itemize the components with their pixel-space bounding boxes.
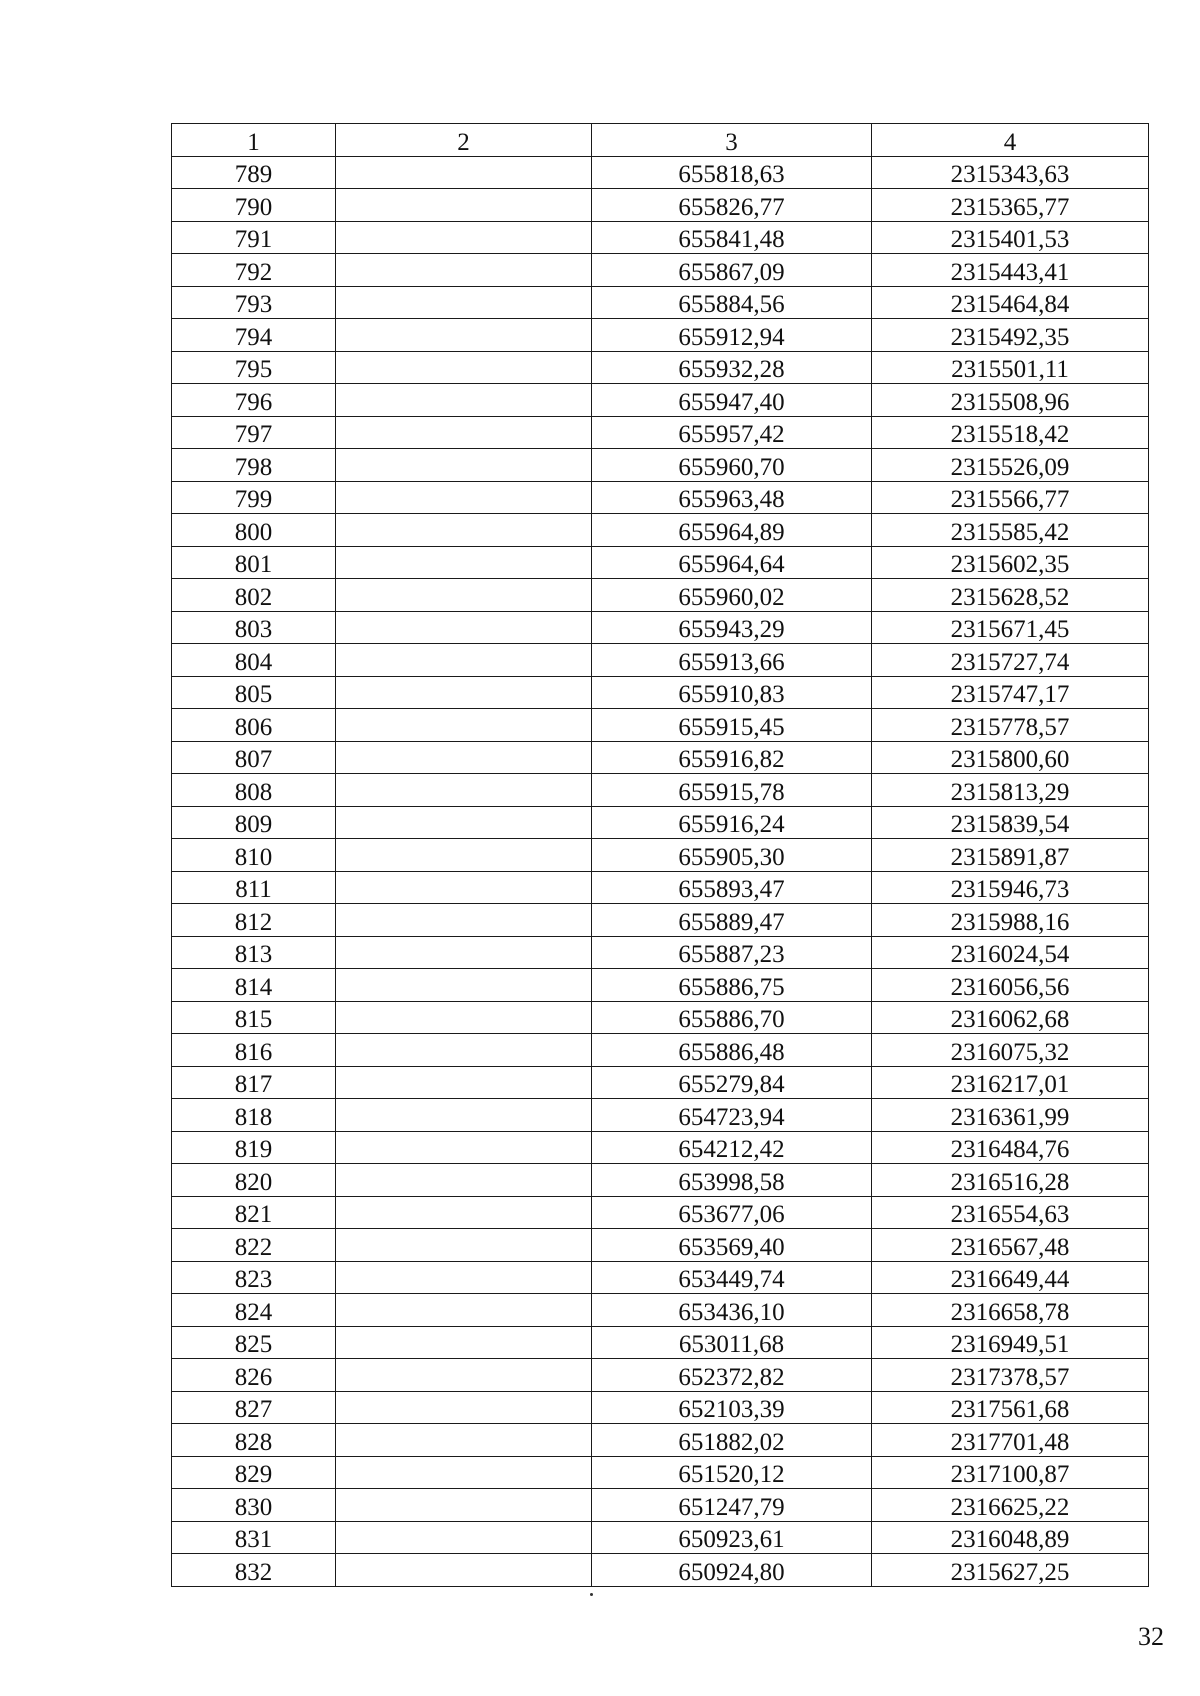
- name-cell: [336, 1131, 592, 1164]
- y-coordinate-cell: 2315492,35: [872, 319, 1149, 352]
- x-coordinate-cell: 653677,06: [592, 1196, 872, 1229]
- y-coordinate-cell: 2315343,63: [872, 156, 1149, 189]
- name-cell: [336, 221, 592, 254]
- point-number-cell: 818: [172, 1099, 336, 1132]
- table-row: [172, 156, 1149, 189]
- name-cell: [336, 579, 592, 612]
- point-number-cell: 826: [172, 1359, 336, 1392]
- y-coordinate-cell: 2315839,54: [872, 806, 1149, 839]
- table-row: [172, 936, 1149, 969]
- point-number-cell: 808: [172, 774, 336, 807]
- y-coordinate-cell: 2317701,48: [872, 1424, 1149, 1457]
- table-row: [172, 1294, 1149, 1327]
- table-row: [172, 416, 1149, 449]
- table-row: [172, 1099, 1149, 1132]
- table-row: [172, 969, 1149, 1002]
- name-cell: [336, 969, 592, 1002]
- name-cell: [336, 1034, 592, 1067]
- name-cell: [336, 676, 592, 709]
- y-coordinate-cell: 2315800,60: [872, 741, 1149, 774]
- x-coordinate-cell: 655964,64: [592, 546, 872, 579]
- name-cell: [336, 904, 592, 937]
- y-coordinate-cell: 2315585,42: [872, 514, 1149, 547]
- point-number-cell: 811: [172, 871, 336, 904]
- y-coordinate-cell: 2315443,41: [872, 254, 1149, 287]
- point-number-cell: 793: [172, 286, 336, 319]
- table-row: [172, 1001, 1149, 1034]
- x-coordinate-cell: 655886,75: [592, 969, 872, 1002]
- x-coordinate-cell: 655279,84: [592, 1066, 872, 1099]
- x-coordinate-cell: 652372,82: [592, 1359, 872, 1392]
- table-row: [172, 709, 1149, 742]
- name-cell: [336, 1456, 592, 1489]
- point-number-cell: 796: [172, 384, 336, 417]
- point-number-cell: 800: [172, 514, 336, 547]
- table-row: [172, 1489, 1149, 1522]
- y-coordinate-cell: 2315813,29: [872, 774, 1149, 807]
- table-row: [172, 774, 1149, 807]
- x-coordinate-cell: 655867,09: [592, 254, 872, 287]
- y-coordinate-cell: 2317378,57: [872, 1359, 1149, 1392]
- point-number-cell: 799: [172, 481, 336, 514]
- table-row: [172, 221, 1149, 254]
- table-row: [172, 351, 1149, 384]
- point-number-cell: 795: [172, 351, 336, 384]
- table-row: [172, 611, 1149, 644]
- table-row: [172, 806, 1149, 839]
- y-coordinate-cell: 2316075,32: [872, 1034, 1149, 1067]
- point-number-cell: 821: [172, 1196, 336, 1229]
- point-number-cell: 825: [172, 1326, 336, 1359]
- point-number-cell: 798: [172, 449, 336, 482]
- table-row: [172, 514, 1149, 547]
- name-cell: [336, 871, 592, 904]
- point-number-cell: 824: [172, 1294, 336, 1327]
- point-number-cell: 831: [172, 1521, 336, 1554]
- point-number-cell: 813: [172, 936, 336, 969]
- x-coordinate-cell: 655916,24: [592, 806, 872, 839]
- y-coordinate-cell: 2316484,76: [872, 1131, 1149, 1164]
- name-cell: [336, 1196, 592, 1229]
- y-coordinate-cell: 2315526,09: [872, 449, 1149, 482]
- x-coordinate-cell: 651882,02: [592, 1424, 872, 1457]
- point-number-cell: 790: [172, 189, 336, 222]
- name-cell: [336, 319, 592, 352]
- name-cell: [336, 806, 592, 839]
- column-header-4: 4: [872, 124, 1149, 157]
- y-coordinate-cell: 2316217,01: [872, 1066, 1149, 1099]
- x-coordinate-cell: 653436,10: [592, 1294, 872, 1327]
- y-coordinate-cell: 2316567,48: [872, 1229, 1149, 1262]
- x-coordinate-cell: 655826,77: [592, 189, 872, 222]
- name-cell: [336, 351, 592, 384]
- table-row: [172, 189, 1149, 222]
- y-coordinate-cell: 2316361,99: [872, 1099, 1149, 1132]
- name-cell: [336, 774, 592, 807]
- x-coordinate-cell: 655947,40: [592, 384, 872, 417]
- y-coordinate-cell: 2315518,42: [872, 416, 1149, 449]
- table-row: [172, 384, 1149, 417]
- y-coordinate-cell: 2316554,63: [872, 1196, 1149, 1229]
- y-coordinate-cell: 2316048,89: [872, 1521, 1149, 1554]
- y-coordinate-cell: 2315671,45: [872, 611, 1149, 644]
- y-coordinate-cell: 2315508,96: [872, 384, 1149, 417]
- x-coordinate-cell: 652103,39: [592, 1391, 872, 1424]
- scan-artifact-dot: [590, 1593, 593, 1596]
- name-cell: [336, 449, 592, 482]
- table-row: [172, 319, 1149, 352]
- table-row: [172, 546, 1149, 579]
- y-coordinate-cell: 2315891,87: [872, 839, 1149, 872]
- point-number-cell: 792: [172, 254, 336, 287]
- point-number-cell: 819: [172, 1131, 336, 1164]
- y-coordinate-cell: 2316649,44: [872, 1261, 1149, 1294]
- table-row: [172, 1261, 1149, 1294]
- name-cell: [336, 514, 592, 547]
- table-row: [172, 1521, 1149, 1554]
- table-row: [172, 1391, 1149, 1424]
- x-coordinate-cell: 655912,94: [592, 319, 872, 352]
- name-cell: [336, 1066, 592, 1099]
- table-header: [172, 124, 1149, 157]
- y-coordinate-cell: 2315501,11: [872, 351, 1149, 384]
- table-row: [172, 1164, 1149, 1197]
- point-number-cell: 807: [172, 741, 336, 774]
- x-coordinate-cell: 650923,61: [592, 1521, 872, 1554]
- y-coordinate-cell: 2315401,53: [872, 221, 1149, 254]
- point-number-cell: 823: [172, 1261, 336, 1294]
- name-cell: [336, 709, 592, 742]
- column-header-1: 1: [172, 124, 336, 157]
- column-header-3: 3: [592, 124, 872, 157]
- table-row: [172, 1554, 1149, 1587]
- x-coordinate-cell: 655957,42: [592, 416, 872, 449]
- page-number: 32: [1138, 1622, 1164, 1651]
- name-cell: [336, 1164, 592, 1197]
- x-coordinate-cell: 655887,23: [592, 936, 872, 969]
- x-coordinate-cell: 655960,02: [592, 579, 872, 612]
- point-number-cell: 789: [172, 156, 336, 189]
- table-row: [172, 741, 1149, 774]
- y-coordinate-cell: 2315627,25: [872, 1554, 1149, 1587]
- point-number-cell: 827: [172, 1391, 336, 1424]
- name-cell: [336, 1001, 592, 1034]
- name-cell: [336, 1489, 592, 1522]
- table-row: [172, 1456, 1149, 1489]
- name-cell: [336, 156, 592, 189]
- y-coordinate-cell: 2315566,77: [872, 481, 1149, 514]
- y-coordinate-cell: 2315602,35: [872, 546, 1149, 579]
- point-number-cell: 801: [172, 546, 336, 579]
- table-row: [172, 449, 1149, 482]
- y-coordinate-cell: 2316625,22: [872, 1489, 1149, 1522]
- name-cell: [336, 839, 592, 872]
- x-coordinate-cell: 654212,42: [592, 1131, 872, 1164]
- table-row: [172, 839, 1149, 872]
- point-number-cell: 829: [172, 1456, 336, 1489]
- x-coordinate-cell: 654723,94: [592, 1099, 872, 1132]
- y-coordinate-cell: 2315727,74: [872, 644, 1149, 677]
- name-cell: [336, 1261, 592, 1294]
- x-coordinate-cell: 653011,68: [592, 1326, 872, 1359]
- x-coordinate-cell: 655963,48: [592, 481, 872, 514]
- name-cell: [336, 1326, 592, 1359]
- x-coordinate-cell: 655905,30: [592, 839, 872, 872]
- name-cell: [336, 611, 592, 644]
- x-coordinate-cell: 651247,79: [592, 1489, 872, 1522]
- y-coordinate-cell: 2316516,28: [872, 1164, 1149, 1197]
- x-coordinate-cell: 653449,74: [592, 1261, 872, 1294]
- table-row: [172, 904, 1149, 937]
- table-row: [172, 1131, 1149, 1164]
- name-cell: [336, 1359, 592, 1392]
- y-coordinate-cell: 2317100,87: [872, 1456, 1149, 1489]
- point-number-cell: 810: [172, 839, 336, 872]
- point-number-cell: 794: [172, 319, 336, 352]
- y-coordinate-cell: 2315464,84: [872, 286, 1149, 319]
- table-row: [172, 676, 1149, 709]
- x-coordinate-cell: 655943,29: [592, 611, 872, 644]
- coordinates-table: [171, 123, 1149, 1587]
- point-number-cell: 814: [172, 969, 336, 1002]
- point-number-cell: 805: [172, 676, 336, 709]
- x-coordinate-cell: 655916,82: [592, 741, 872, 774]
- x-coordinate-cell: 655889,47: [592, 904, 872, 937]
- y-coordinate-cell: 2316056,56: [872, 969, 1149, 1002]
- x-coordinate-cell: 655913,66: [592, 644, 872, 677]
- y-coordinate-cell: 2315988,16: [872, 904, 1149, 937]
- name-cell: [336, 546, 592, 579]
- x-coordinate-cell: 655818,63: [592, 156, 872, 189]
- y-coordinate-cell: 2315628,52: [872, 579, 1149, 612]
- table-header-row: [172, 124, 1149, 157]
- x-coordinate-cell: 655884,56: [592, 286, 872, 319]
- table-row: [172, 254, 1149, 287]
- x-coordinate-cell: 655932,28: [592, 351, 872, 384]
- x-coordinate-cell: 653998,58: [592, 1164, 872, 1197]
- column-header-2: 2: [336, 124, 592, 157]
- x-coordinate-cell: 655915,78: [592, 774, 872, 807]
- name-cell: [336, 1521, 592, 1554]
- name-cell: [336, 741, 592, 774]
- table-row: [172, 1196, 1149, 1229]
- y-coordinate-cell: 2315946,73: [872, 871, 1149, 904]
- name-cell: [336, 1229, 592, 1262]
- name-cell: [336, 286, 592, 319]
- x-coordinate-cell: 655964,89: [592, 514, 872, 547]
- point-number-cell: 832: [172, 1554, 336, 1587]
- name-cell: [336, 1554, 592, 1587]
- table-body: [172, 156, 1149, 1586]
- table-row: [172, 1229, 1149, 1262]
- point-number-cell: 812: [172, 904, 336, 937]
- table-row: [172, 481, 1149, 514]
- point-number-cell: 791: [172, 221, 336, 254]
- table-row: [172, 871, 1149, 904]
- x-coordinate-cell: 655841,48: [592, 221, 872, 254]
- y-coordinate-cell: 2316949,51: [872, 1326, 1149, 1359]
- point-number-cell: 820: [172, 1164, 336, 1197]
- point-number-cell: 815: [172, 1001, 336, 1034]
- point-number-cell: 830: [172, 1489, 336, 1522]
- name-cell: [336, 1294, 592, 1327]
- name-cell: [336, 1391, 592, 1424]
- table-row: [172, 644, 1149, 677]
- point-number-cell: 822: [172, 1229, 336, 1262]
- table-row: [172, 579, 1149, 612]
- x-coordinate-cell: 650924,80: [592, 1554, 872, 1587]
- x-coordinate-cell: 655915,45: [592, 709, 872, 742]
- y-coordinate-cell: 2315778,57: [872, 709, 1149, 742]
- name-cell: [336, 189, 592, 222]
- point-number-cell: 803: [172, 611, 336, 644]
- point-number-cell: 804: [172, 644, 336, 677]
- x-coordinate-cell: 655893,47: [592, 871, 872, 904]
- point-number-cell: 817: [172, 1066, 336, 1099]
- y-coordinate-cell: 2315365,77: [872, 189, 1149, 222]
- table-row: [172, 1066, 1149, 1099]
- y-coordinate-cell: 2315747,17: [872, 676, 1149, 709]
- y-coordinate-cell: 2316658,78: [872, 1294, 1149, 1327]
- y-coordinate-cell: 2316024,54: [872, 936, 1149, 969]
- table-row: [172, 286, 1149, 319]
- x-coordinate-cell: 655886,48: [592, 1034, 872, 1067]
- x-coordinate-cell: 655886,70: [592, 1001, 872, 1034]
- name-cell: [336, 481, 592, 514]
- table-row: [172, 1034, 1149, 1067]
- table-row: [172, 1424, 1149, 1457]
- name-cell: [336, 416, 592, 449]
- x-coordinate-cell: 651520,12: [592, 1456, 872, 1489]
- x-coordinate-cell: 653569,40: [592, 1229, 872, 1262]
- name-cell: [336, 1424, 592, 1457]
- name-cell: [336, 936, 592, 969]
- y-coordinate-cell: 2317561,68: [872, 1391, 1149, 1424]
- name-cell: [336, 384, 592, 417]
- table-row: [172, 1326, 1149, 1359]
- x-coordinate-cell: 655960,70: [592, 449, 872, 482]
- y-coordinate-cell: 2316062,68: [872, 1001, 1149, 1034]
- name-cell: [336, 1099, 592, 1132]
- name-cell: [336, 644, 592, 677]
- point-number-cell: 797: [172, 416, 336, 449]
- point-number-cell: 802: [172, 579, 336, 612]
- point-number-cell: 828: [172, 1424, 336, 1457]
- point-number-cell: 816: [172, 1034, 336, 1067]
- x-coordinate-cell: 655910,83: [592, 676, 872, 709]
- name-cell: [336, 254, 592, 287]
- point-number-cell: 809: [172, 806, 336, 839]
- point-number-cell: 806: [172, 709, 336, 742]
- table-row: [172, 1359, 1149, 1392]
